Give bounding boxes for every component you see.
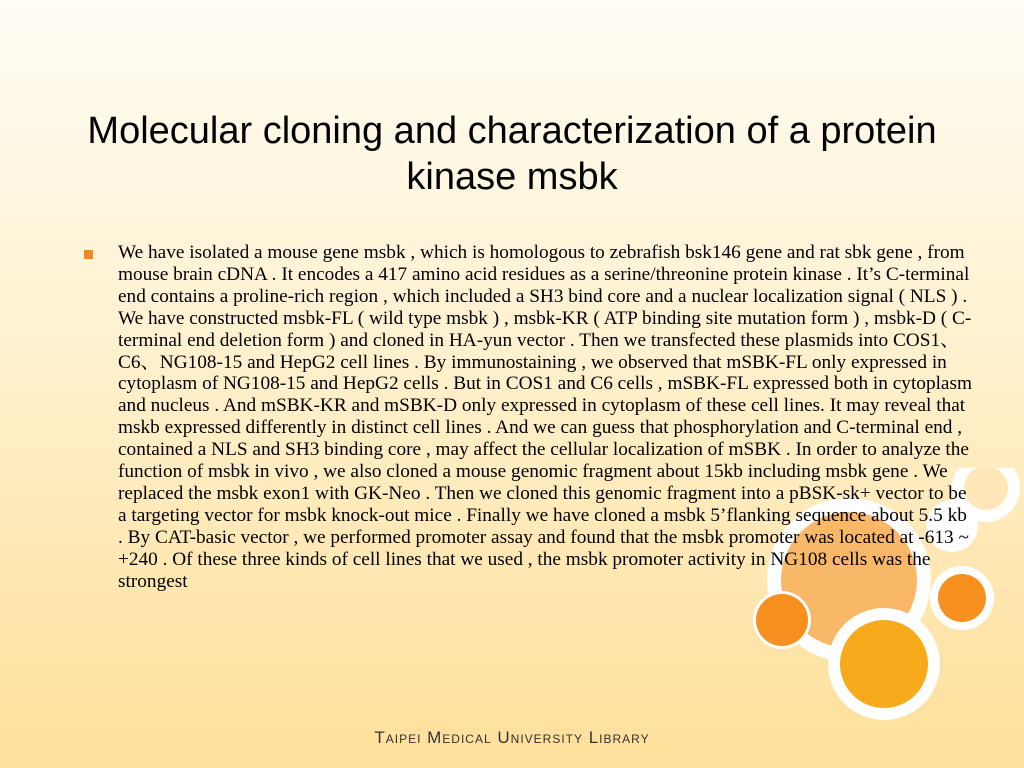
body-paragraph: We have isolated a mouse gene msbk , which is homologous to zebrafish bsk146 gene and rat sbk gene , from mouse brain cDNA . It encodes a 417 amino acid residues as a serine/threonine protein kinase . It’s C-terminal end contains a proline-rich region , which included a SH3 bind core and a nuclear localization signal ( NLS ) . We have constructed msbk-FL ( wild type msbk ) , msbk-KR ( ATP binding site mutation form ) , msbk-D ( C-terminal end deletion form ) and cloned in HA-yun vector . Then we transfected these plasmids into COS1、C6、NG108-15 and HepG2 cell lines . By immunostaining , we observed that mSBK-FL only expressed in cytoplasm of NG108-15 and HepG2 cells . But in COS1 and C6 cells , mSBK-FL expressed both in cytoplasm and nucleus . And mSBK-KR and mSBK-D only expressed in cytoplasm of these cell lines. It may reveal that mskb expressed differently in distinct cell lines . And we can guess that phosphorylation and C-terminal end , contained a NLS and SH3 binding core , may affect the cellular localization of mSBK . In order to analyze the function of msbk in vivo , we also cloned a mouse genomic fragment about 15kb including msbk gene . We replaced the msbk exon1 with GK-Neo . Then we cloned this genomic fragment into a pBSK-sk+ vector to be a targeting vector for msbk knock-out mice . Finally we have cloned a msbk 5’flanking sequence about 5.5 kb . By CAT-basic vector , we performed promoter assay and found that the msbk promoter was located at -613 ~ +240 . Of these three kinds of cell lines that we used , the msbk promoter activity in NG108 cells was the strongest [118,242,972,592]
slide-title [40,108,984,200]
square-bullet-icon [84,250,93,259]
orange-circle-left-fill [756,594,808,646]
slide-title-line1: Molecular cloning and characterization of a protein [87,110,937,152]
bullet-item [84,242,974,593]
bullet-list [84,242,974,593]
slide-title-line2: kinase msbk [406,156,618,198]
gold-ring-fill [840,620,928,708]
footer-library-name: Taipei Medical University Library [374,728,650,747]
